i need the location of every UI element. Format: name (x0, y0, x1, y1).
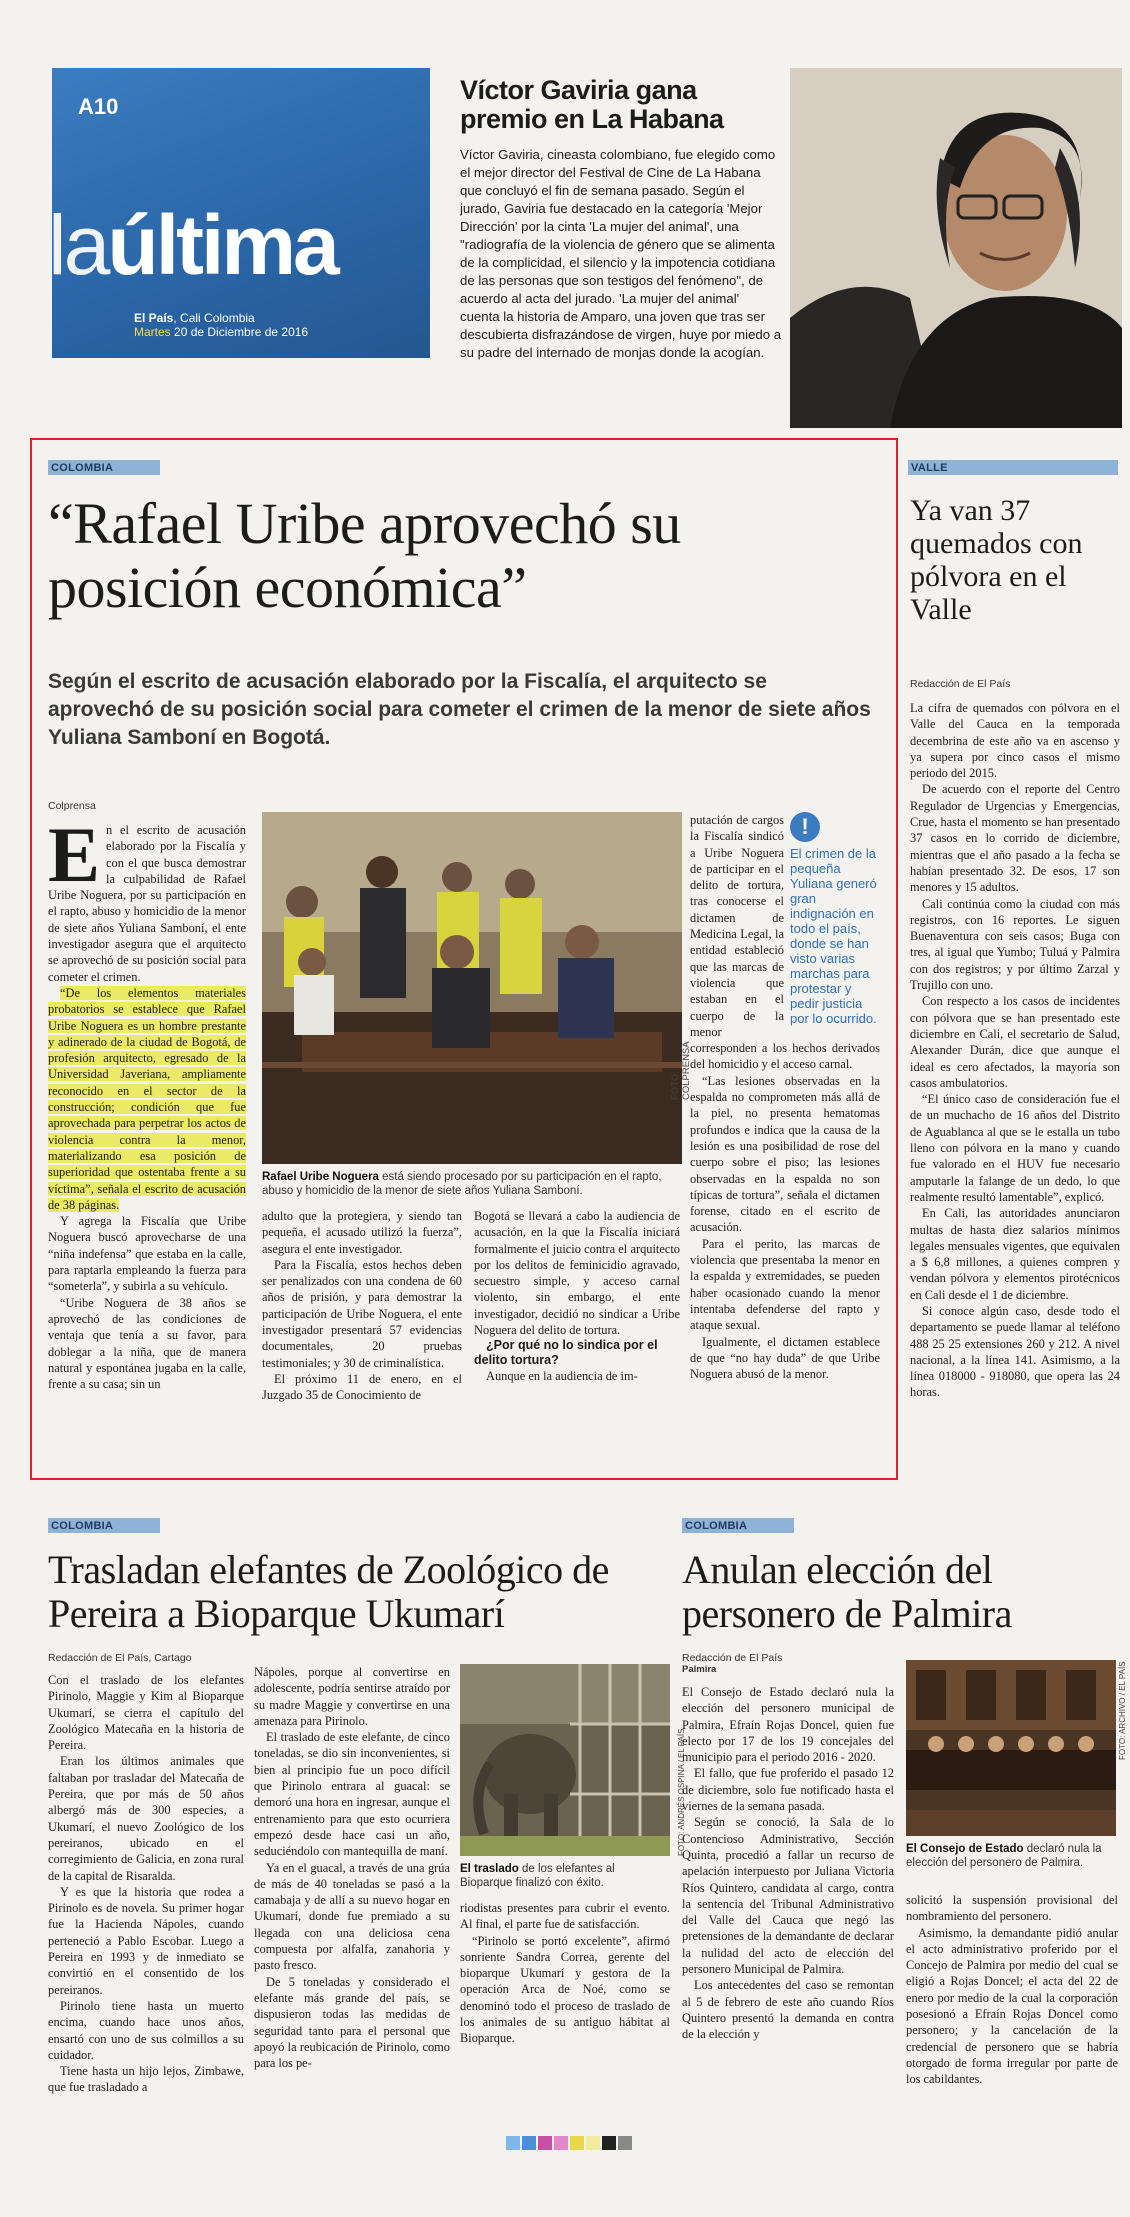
palmira-col-1 (682, 1684, 894, 2114)
elefantes-paragraph: De 5 toneladas y considerado el elefante más grande del país, se dispusieron todas las medidas de seguridad tanto para el personal que apoyó la reubicación de Pirinolo, como para los pe- (254, 1974, 450, 2071)
main-paragraph: Aunque en la audiencia de im- (486, 1369, 638, 1384)
courtroom-photo (262, 812, 682, 1164)
highlighted-quote: “De los elementos materiales probatorios se establece que Rafael Uribe Noguera es un hombre prestante y adinerado de la ciudad de Bogotá, de profesión arquitecto, egresado de la Universidad Javeriana, ampliamente reconocido en el sector de la construcción; condición que fue aprovechada para perpetrar los actos de violencia contra la menor, materializando esa posición de superioridad que ostentaba frente a su víctima”, señala el escrito de acusación de 38 páginas. (48, 985, 246, 1212)
dropcap: E (48, 822, 101, 898)
palmira-paragraph: Según se conoció, la Sala de lo Contencioso Administrativo, Sección Quinta, procedió a fallar un recurso de apelación interpuesto por Juliana Victoria Ríos Quintero, candidata al cargo, contra la sentencia del Tribunal Administrativo del Valle del Cauca que negó las pretensiones de la demandante de declarar la nulidad del acto de elección del personero Municipal de Palmira. (682, 1815, 894, 1977)
main-subhead: ¿Por qué no lo sindica por el delito tortura? (474, 1338, 658, 1368)
main-paragraph: Para la Fiscalía, estos hechos deben ser penalizados con una condena de 60 años de prisión, y para demostrar la participación de Uribe Noguera, el ente investigador presentará 57 evidencias documentales, 20 pruebas testimoniales; y 30 de criminalística. (262, 1257, 462, 1370)
main-paragraph: Igualmente, el dictamen establece de que “no hay duda” de que Uribe Noguera abusó de la menor. (690, 1334, 880, 1382)
elefantes-section-label (48, 1518, 160, 1533)
elefantes-paragraph: Y es que la historia que rodea a Pirinolo es de novela. Su primer hogar fue la Hacienda Nápoles, cuando perteneció a Pablo Escobar. Luego a Pereira en 1993 y de inmediato se convirtió en el consentido de los pereiranos. (48, 1884, 244, 1997)
section-brand-pre: la (48, 198, 108, 292)
swatch (522, 2136, 536, 2150)
caption-text: de los elefantes al Bioparque finalizó con éxito. (460, 1863, 615, 1889)
paper-name: El País (134, 311, 174, 325)
caption-bold: El traslado (460, 1863, 519, 1875)
section-label-text: COLOMBIA (51, 462, 114, 474)
elefantes-col-2 (254, 1664, 450, 2114)
valle-section-text: VALLE (911, 462, 948, 474)
main-paragraph: adulto que la protegiera, y siendo tan pequeña, el acusado utilizó la fuerza”, asegura el ente investigador. (262, 1209, 462, 1256)
top-story-title: Víctor Gaviria gana premio en La Habana (460, 75, 724, 134)
alert-icon: ! (790, 812, 820, 842)
main-paragraph: En el escrito de acusación elaborado por la Fiscalía y con el que busca demostrar la culpabilidad de Rafael Uribe Noguera, por su participación en el rapto, abuso y homicidio de la menor de siete años Yuliana Samboní, el ente investigador asegura que el arquitecto se aprovechó de su posición social para cometer el crimen. (48, 822, 246, 984)
palmira-paragraph: El Consejo de Estado declaró nula la elección del personero municipal de Palmira, Efraín Rojas Doncel, quien fue electo por 17 de los 19 concejales del municipio para el periodo 2016 - 2020. (682, 1685, 894, 1765)
courtroom-bench-illustration (906, 1660, 1116, 1836)
caption-text: está siendo procesado por su participación en el rapto, abuso y homicidio de la menor de siete años Yuliana Samboní. (262, 1171, 662, 1197)
paper-city: , Cali Colombia (173, 311, 255, 325)
portrait-illustration (790, 68, 1122, 428)
palmira-headline: Anulan elección del personero de Palmira (682, 1547, 1012, 1636)
elefantes-paragraph: Con el traslado de los elefantes Pirinolo, Maggie y Kim al Bioparque Ukumarí, se cierra el capítulo del Zoológico Matecaña en la historia de Pereira. (48, 1673, 244, 1753)
victor-gaviria-photo (790, 68, 1122, 428)
main-deck: Según el escrito de acusación elaborado por la Fiscalía, el arquitecto se aprovechó de su posición social para cometer el crimen de la menor de siete años Yuliana Samboní en Bogotá. (48, 670, 871, 749)
swatch (506, 2136, 520, 2150)
elefantes-col-1 (48, 1672, 244, 2112)
main-col-4 (690, 812, 880, 1470)
valle-paragraph: Si conoce algún caso, desde todo el departamento se puede llamar al teléfono 488 25 25 extensiones 260 y 212. A nivel nacional, a la línea 141. Asimismo, a la línea 018000 - 918080, que opera las 24 horas. (910, 1303, 1120, 1400)
swatch (586, 2136, 600, 2150)
elefantes-paragraph: Nápoles, porque al convertirse en adolescente, podría sentirse atraído por su madre Maggie y convertirse en una amenaza para Pirinolo. (254, 1665, 450, 1728)
main-paragraph: putación de cargos la Fiscalía sindicó a Uribe Noguera de participar en el delito de tortura, tras conocerse el dictamen de Medicina Legal, la entidad estableció que las marcas de violencia que estaban en el cuerpo de la menor corresponden a los hechos derivados del homicidio y el acceso carnal. (690, 813, 880, 1072)
valle-paragraph: En Cali, las autoridades anunciaron multas de hasta diez salarios mínimos legales mensuales vigentes, que equivalen a $ 6,8 millones, a quienes compren y vendan pólvora y elementos pirotécnicos en Cali desde el 1 de diciembre. (910, 1206, 1120, 1302)
section-brand-main: última (107, 198, 337, 292)
main-paragraph: Para el perito, las marcas de violencia que presentaba la menor en la espalda y extremidades, se pueden haber ocasionado cuando la menor intentaba defenderse del rapto y ataque sexual. (690, 1236, 880, 1333)
consejo-photo (906, 1660, 1116, 1836)
sidebar-note-box (790, 812, 880, 1026)
valle-paragraph: “El único caso de consideración fue el de un muchacho de 16 años del Distrito de Aguablanca al que se le estalla un tubo lleno con pólvora en la mano y cuando fue valorado en el HUV fue necesario amputarle la falange de un dedo, lo que realmente resultó lamentable”, explicó. (910, 1092, 1120, 1204)
elefantes-paragraph: Tiene hasta un hijo lejos, Zimbawe, que fue trasladado a (48, 2064, 244, 2095)
swatch (538, 2136, 552, 2150)
elephant-photo-credit: FOTO: ANDRÉS OSPINA / EL PAÍS (677, 1728, 686, 1856)
main-byline: Colprensa (48, 800, 96, 812)
elefantes-paragraph: riodistas presentes para cubrir el evento. Al final, el parte fue de satisfacción. (460, 1901, 670, 1932)
valle-paragraph: La cifra de quemados con pólvora en el Valle del Cauca en la temporada decembrina de este año va en ascenso y ya supera por cinco casos el mismo periodo del 2015. (910, 701, 1120, 781)
courtroom-illustration (262, 812, 682, 1164)
main-paragraph: “Las lesiones observadas en la espalda no comprometen más allá de la piel, no presenta hematomas profundos e indica que la causa de la lesión es una posibilidad de rose del cuerpo sobre el piso; las lesiones observadas en la espalda no son típicas de tortura”, señala el dictamen forense, citado en el escrito de acusación. (690, 1073, 880, 1235)
palmira-paragraph: El fallo, que fue proferido el pasado 12 de diciembre, solo fue notificado hasta el viernes de la semana pasada. (682, 1766, 894, 1814)
valle-paragraph: Cali continúa como la ciudad con más registros, con 16 reportes. Le siguen Buenaventura con seis casos; Buga con tres, al igual que Yumbo; Tuluá y Palmira con dos registros; y por último Zarzal y Trujillo con uno. (910, 896, 1120, 993)
palmira-col-2 (906, 1892, 1118, 2114)
top-story-body (460, 146, 782, 436)
main-col-1 (48, 822, 246, 1470)
palmira-byline-text: Redacción de El País (682, 1652, 783, 1664)
date: 20 de Diciembre de 2016 (170, 325, 309, 339)
elefantes-col-3 (460, 1900, 670, 2112)
swatch (618, 2136, 632, 2150)
weekday: Martes (134, 325, 171, 339)
swatch (554, 2136, 568, 2150)
elefantes-paragraph: El traslado de este elefante, de cinco toneladas, se dio sin inconvenientes, si bien al principio fue un poco difícil que Pirinolo entrara al guacal: se demoró una hora en ingresar, aunque el entrenamiento para que esto ocurriera empezó desde hace casi un año, seduciéndolo con mantequilla de maní. (254, 1730, 450, 1859)
valle-paragraph: Con respecto a los casos de incidentes con pólvora que se han presentado este diciembre en Cali, el secretario de Salud, Alexander Durán, dice que aunque el ideal es cero afectados, la mayoría son casos ambulatorios. (910, 994, 1120, 1090)
caption-bold: El Consejo de Estado (906, 1843, 1024, 1855)
section-label (48, 460, 160, 475)
palmira-location: Palmira (682, 1664, 717, 1675)
main-col-3 (474, 1208, 680, 1470)
palmira-byline (682, 1652, 782, 1676)
section-masthead (48, 68, 430, 358)
elefantes-paragraph: Eran los últimos animales que faltaban por trasladar del Matecaña de Pereira, que por más de 50 años albergó más de 300 especies, a Ukumarí, el nuevo Zoológico de los pereiranos, ubicado en el corregimiento de Galicia, en zona rural de la capital de Risaralda. (48, 1754, 244, 1883)
main-photo-caption (262, 1170, 682, 1198)
swatch (602, 2136, 616, 2150)
valle-section-label (908, 460, 1118, 475)
valle-headline: Ya van 37 quemados con pólvora en el Valle (910, 494, 1083, 626)
main-paragraph: El próximo 11 de enero, en el Juzgado 35 de Conocimiento de (262, 1371, 462, 1403)
section-brand (48, 200, 337, 290)
elephant-photo-caption (460, 1862, 670, 1890)
sidebar-note: El crimen de la pequeña Yuliana generó gran indignación en todo el país, donde se han visto varias marchas para protestar y pedir justicia por lo ocurrido. (790, 846, 877, 1026)
elefantes-byline: Redacción de El País, Cartago (48, 1652, 192, 1664)
palmira-paragraph: Asimismo, la demandante pidió anular el acto administrativo proferido por el Concejo de Palmira por medio del cual se eligió a Rojas Doncel; el acta del 22 de enero por medio de la cual la corporación posesionó a Efraín Rojas Doncel como personero; y la cancelación de la credencial de personero que se habría otorgado de forma irregular por parte de los cabildantes. (906, 1925, 1118, 2087)
consejo-photo-credit: FOTO: ARCHIVO / EL PAÍS (1118, 1661, 1127, 1760)
elefantes-section-text: COLOMBIA (51, 1520, 114, 1532)
valle-body (910, 700, 1120, 1480)
consejo-photo-caption (906, 1842, 1116, 1870)
main-paragraph: Y agrega la Fiscalía que Uribe Noguera buscó aprovecharse de una “niña indefensa” que estaba en la calle, para raptarla empleando la fuerza para “someterla”, y subirla a su vehículo. (48, 1214, 246, 1294)
valle-paragraph: De acuerdo con el reporte del Centro Regulador de Urgencias y Emergencias, Crue, hasta el momento se han presentado 37 casos en lo corrido de diciembre, mientras que el año pasado a la fecha se habían presentado 32. De esos, 17 son menores y 15 adultos. (910, 782, 1120, 895)
palmira-paragraph: solicitó la suspensión provisional del nombramiento del personero. (906, 1893, 1118, 1924)
main-paragraph: Bogotá se llevará a cabo la audiencia de acusación, en la que la Fiscalía iniciará formalmente el juicio contra el arquitecto por los delitos de feminicidio agravado, secuestro simple, y acceso carnal violento, sin embargo, el ente investigador, decidió no sindicar a Uribe Noguera del delito de tortura. (474, 1209, 680, 1338)
color-registration-strip (506, 2136, 632, 2152)
elefantes-headline: Trasladan elefantes de Zoológico de Pereira a Bioparque Ukumarí (48, 1547, 609, 1636)
palmira-paragraph: Los antecedentes del caso se remontan al 5 de febrero de este año cuando Ríos Quintero presentó la demanda en contra de la elección y (682, 1978, 894, 2042)
elefantes-paragraph: Pirinolo tiene hasta un muerto encima, cuando hace unos años, ensartó con uno de sus colmillos a su cuidador. (48, 1998, 244, 2062)
top-story-paragraph: Víctor Gaviria, cineasta colombiano, fue elegido como el mejor director del Festival de Cine de La Habana que concluyó el fin de semana pasado. Según el jurado, Gaviria fue destacado en la categoría 'Mejor Dirección' por la cinta 'La mujer del animal', una "radiografía de la violencia de género que se alimenta de la complicidad, el silencio y la impotencia cotidiana de las personas que son testigos del fenómeno", de acuerdo al acta del jurado. 'La mujer del animal' cuenta la historia de Amparo, una joven que tras ser descubierta disfrazándose de virgen, huye por miedo a su padre del internado de monjas donde la acogían. (460, 147, 782, 360)
elefantes-paragraph: Ya en el guacal, a través de una grúa de más de 40 toneladas se pasó a la camabaja y de allí a su nuevo hogar en Ukumarí, donde fue premiado a su llegada con una deliciosa cena compuesta por alfalfa, zanahoria y pasto fresco. (254, 1860, 450, 1973)
elefantes-paragraph: “Pirinolo se portó excelente”, afirmó sonriente Sandra Correa, gerente del bioparque Ukumarí y gestora de la operación Arca de Noé, como se denominó todo el proceso de traslado de los animales de su antiguo hábitat al Bioparque. (460, 1933, 670, 2046)
elephant-illustration (460, 1664, 670, 1856)
main-paragraph: “Uribe Noguera de 38 años se aprovechó de las condiciones de ventaja que tenía a su favor, para doblegar a la niña, que de manera natural y espontánea jugaba en la calle, frente a su casa; sin un (48, 1295, 246, 1392)
caption-text: declaró nula la elección del personero de Palmira. (906, 1843, 1102, 1869)
swatch (570, 2136, 584, 2150)
palmira-section-text: COLOMBIA (685, 1520, 748, 1532)
page-number: A10 (78, 94, 119, 119)
main-photo-credit: FOTO: COLPRENSA (670, 1041, 692, 1100)
elephant-photo (460, 1664, 670, 1856)
valle-byline: Redacción de El País (910, 678, 1011, 690)
palmira-section-label (682, 1518, 794, 1533)
main-headline: “Rafael Uribe aprovechó su posición económica” (48, 491, 681, 620)
masthead-dateline (134, 311, 308, 339)
caption-bold: Rafael Uribe Noguera (262, 1171, 379, 1183)
main-col-2 (262, 1208, 462, 1470)
